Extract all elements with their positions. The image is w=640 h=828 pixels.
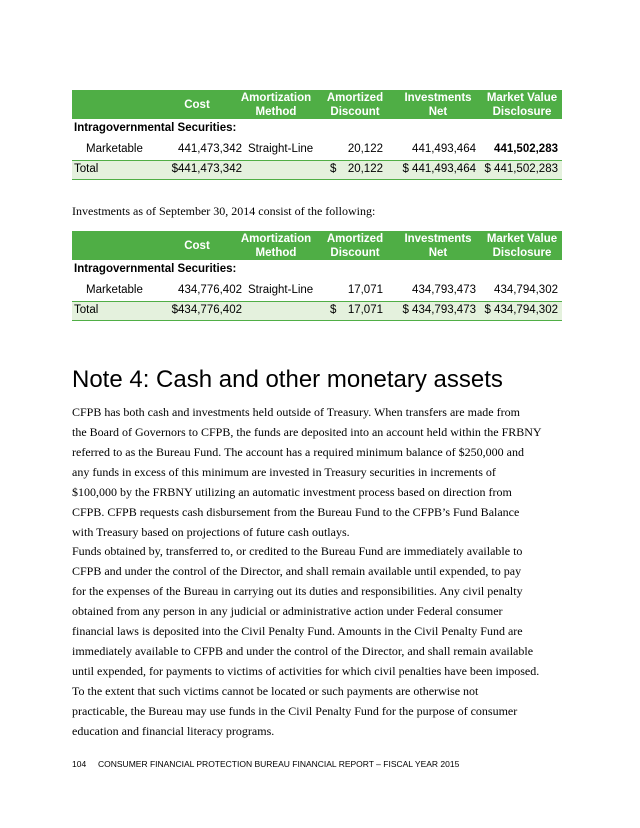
header-cost: Cost bbox=[184, 240, 210, 252]
table-row bbox=[72, 140, 562, 160]
total-row bbox=[72, 160, 562, 180]
table-header bbox=[72, 90, 562, 119]
header-investments-net bbox=[394, 232, 482, 260]
paragraph-line: practicable, the Bureau may use funds in the Civil Penalty Fund for the purpose of consumer bbox=[72, 704, 518, 718]
header-mv-line1: Market Value bbox=[486, 92, 558, 104]
paragraph-1 bbox=[72, 402, 568, 542]
paragraph-line: until expended, for payments to victims of activities for which civil penalties have been imposed. bbox=[72, 664, 540, 678]
paragraph-line: the Board of Governors to CFPB, the funds are deposited into an account held within the FRBNY bbox=[72, 425, 542, 439]
header-inv-line1: Investments bbox=[404, 233, 472, 245]
total-disc-dollar: $ bbox=[330, 163, 337, 175]
page-number: 104 bbox=[72, 759, 87, 769]
paragraph-line: education and financial literacy programs. bbox=[72, 724, 275, 738]
paragraph-line: referred to as the Bureau Fund. The account has a required minimum balance of $250,000 and bbox=[72, 445, 524, 459]
header-market-value bbox=[482, 232, 562, 260]
paragraph-line: CFPB. CFPB requests cash disbursement from the Bureau Fund to the CFPB’s Fund Balance bbox=[72, 505, 520, 519]
paragraph-2 bbox=[72, 541, 568, 741]
total-cost: $434,776,402 bbox=[171, 304, 242, 316]
header-amort-line1: Amortization bbox=[240, 92, 312, 104]
header-disc-line2: Discount bbox=[330, 106, 380, 118]
table-row bbox=[72, 281, 562, 301]
row-label: Marketable bbox=[86, 284, 143, 296]
header-inv-line2: Net bbox=[428, 106, 448, 118]
total-market: $ 441,502,283 bbox=[484, 163, 558, 175]
header-amort-line2: Method bbox=[255, 106, 297, 118]
total-market: $ 434,794,302 bbox=[484, 304, 558, 316]
header-amortized-discount bbox=[320, 232, 390, 260]
investments-table-2014 bbox=[72, 231, 562, 321]
total-label: Total bbox=[74, 304, 99, 316]
section-row bbox=[72, 119, 562, 139]
cell-method: Straight-Line bbox=[248, 284, 314, 296]
total-label: Total bbox=[74, 163, 99, 175]
cell-net: 434,793,473 bbox=[412, 284, 476, 296]
cell-discount: 20,122 bbox=[347, 143, 383, 155]
paragraph-line: CFPB has both cash and investments held outside of Treasury. When transfers are made from bbox=[72, 405, 520, 419]
paragraph-line: CFPB and under the control of the Director, and shall remain available until expended, to pay bbox=[72, 564, 522, 578]
section-label: Intragovernmental Securities: bbox=[74, 263, 237, 275]
paragraph-line: Funds obtained by, transferred to, or credited to the Bureau Fund are immediately available to bbox=[72, 544, 523, 558]
paragraph-line: any funds in excess of this minimum are invested in Treasury securities in increments of bbox=[72, 465, 496, 479]
section-row bbox=[72, 260, 562, 280]
cell-net: 441,493,464 bbox=[412, 143, 476, 155]
header-market-value bbox=[482, 91, 562, 119]
page-footer bbox=[72, 759, 459, 769]
total-net: $ 434,793,473 bbox=[402, 304, 476, 316]
row-label: Marketable bbox=[86, 143, 143, 155]
header-amortization-method bbox=[232, 91, 320, 119]
paragraph-line: To the extent that such victims cannot be located or such payments are otherwise not bbox=[72, 684, 479, 698]
paragraph-line: $100,000 by the FRBNY utilizing an automatic investment process based on direction from bbox=[72, 485, 512, 499]
header-disc-line1: Amortized bbox=[326, 92, 384, 104]
paragraph-line: financial laws is deposited into the Civil Penalty Fund. Amounts in the Civil Penalty Fund are bbox=[72, 624, 523, 638]
header-amortization-method bbox=[232, 232, 320, 260]
cell-method: Straight-Line bbox=[248, 143, 314, 155]
paragraph-line: with Treasury based on projections of future cash outlays. bbox=[72, 525, 350, 539]
total-net: $ 441,493,464 bbox=[402, 163, 476, 175]
paragraph-line: for the expenses of the Bureau in carrying out its duties and responsibilities. Any civil penalty bbox=[72, 584, 523, 598]
total-row bbox=[72, 301, 562, 321]
header-amortized-discount bbox=[320, 91, 390, 119]
header-mv-line2: Disclosure bbox=[492, 106, 552, 118]
total-discount: 20,122 bbox=[347, 163, 383, 175]
cell-cost: 434,776,402 bbox=[178, 284, 242, 296]
cell-discount: 17,071 bbox=[347, 284, 383, 296]
section-label: Intragovernmental Securities: bbox=[74, 122, 237, 134]
header-mv-line1: Market Value bbox=[486, 233, 558, 245]
header-mv-line2: Disclosure bbox=[492, 247, 552, 259]
header-disc-line2: Discount bbox=[330, 247, 380, 259]
header-inv-line2: Net bbox=[428, 247, 448, 259]
cell-cost: 441,473,342 bbox=[178, 143, 242, 155]
header-inv-line1: Investments bbox=[404, 92, 472, 104]
footer-title: CONSUMER FINANCIAL PROTECTION BUREAU FINANCIAL REPORT – FISCAL YEAR 2015 bbox=[98, 759, 460, 769]
investments-table-2015 bbox=[72, 90, 562, 180]
note-title: Note 4: Cash and other monetary assets bbox=[72, 366, 503, 393]
total-discount: 17,071 bbox=[347, 304, 383, 316]
paragraph-line: obtained from any person in any judicial or administrative action under Federal consumer bbox=[72, 604, 503, 618]
intro-text: Investments as of September 30, 2014 consist of the following: bbox=[72, 204, 376, 218]
paragraph-line: immediately available to CFPB and under the control of the Director, and shall remain available bbox=[72, 644, 534, 658]
total-disc-dollar: $ bbox=[330, 304, 337, 316]
table-header bbox=[72, 231, 562, 260]
cell-market: 441,502,283 bbox=[494, 143, 558, 155]
header-cost: Cost bbox=[184, 99, 210, 111]
cell-market: 434,794,302 bbox=[494, 284, 558, 296]
header-amort-line1: Amortization bbox=[240, 233, 312, 245]
header-investments-net bbox=[394, 91, 482, 119]
header-disc-line1: Amortized bbox=[326, 233, 384, 245]
header-amort-line2: Method bbox=[255, 247, 297, 259]
total-cost: $441,473,342 bbox=[171, 163, 242, 175]
